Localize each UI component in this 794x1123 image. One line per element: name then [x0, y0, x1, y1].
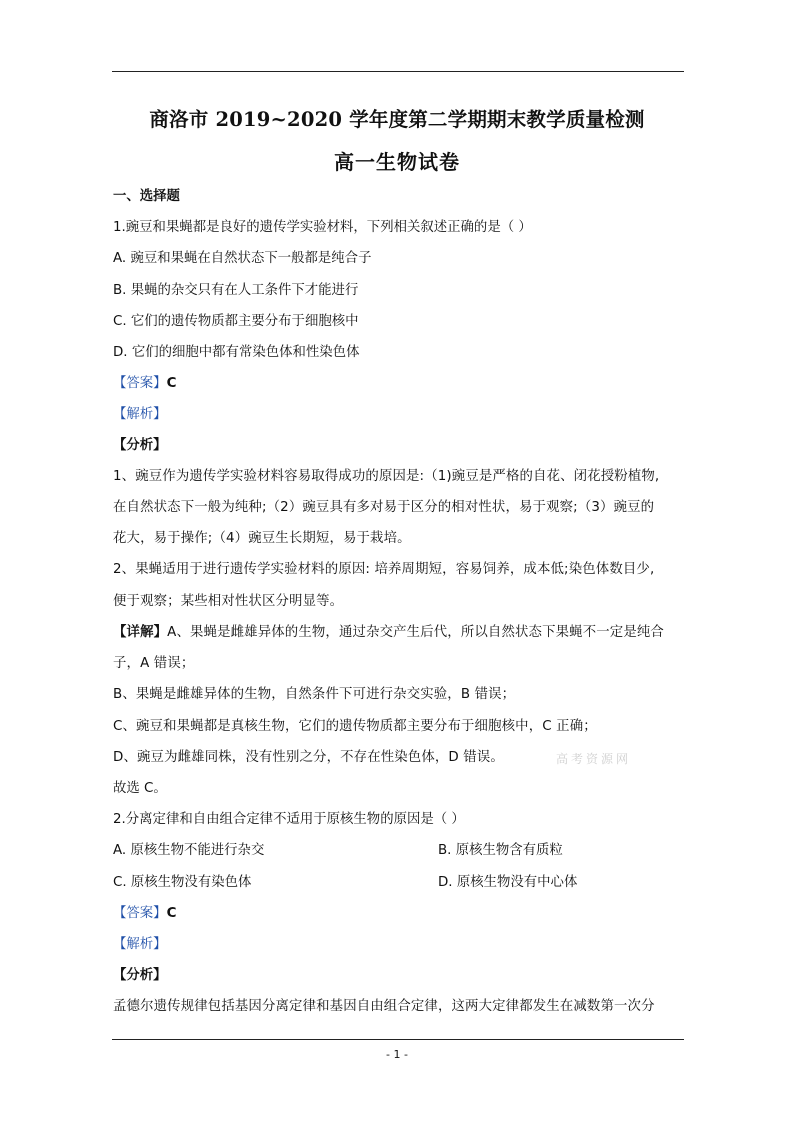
header-rule — [112, 71, 684, 72]
answer-label: 【答案】 — [113, 376, 167, 391]
detail-conclusion: 故选 C。 — [113, 781, 167, 796]
detail-label: 【详解】 — [113, 625, 168, 640]
page-number: - 1 - — [386, 1048, 408, 1061]
detail-line: B、果蝇是雌雄异体的生物，自然条件下可进行杂交实验，B 错误； — [113, 687, 516, 702]
question-1-option-a: A. 豌豆和果蝇在自然状态下一般都是纯合子 — [113, 251, 372, 266]
watermark-text: 高考资源网 — [556, 752, 632, 766]
question-2-stem: 2.分离定律和自由组合定律不适用于原核生物的原因是（ ） — [113, 812, 465, 827]
answer-value: C — [166, 376, 177, 391]
detail-line: C、豌豆和果蝇都是真核生物，它们的遗传物质都主要分布于细胞核中，C 正确； — [113, 719, 597, 734]
detail-text: A、果蝇是雌雄异体的生物，通过杂交产生后代，所以自然状态下果蝇不一定是纯合 — [167, 625, 664, 640]
question-1-answer — [113, 375, 176, 393]
detail-line: D、豌豆为雌雄同株，没有性别之分，不存在性染色体，D 错误。 — [113, 750, 504, 765]
question-2-analysis-label: 【解析】 — [113, 937, 167, 952]
fenxi-line: 在自然状态下一般为纯种;（2）豌豆具有多对易于区分的相对性状，易于观察;（3）豌豆的 — [113, 500, 655, 515]
exam-title: 商洛市 2019~2020 学年度第二学期期末教学质量检测 — [149, 108, 645, 131]
question-2-option-d: D. 原核生物没有中心体 — [438, 875, 578, 890]
section-heading: 一、选择题 — [113, 189, 180, 204]
question-2-fenxi-label: 【分析】 — [113, 968, 167, 983]
question-1-stem: 1.豌豆和果蝇都是良好的遗传学实验材料，下列相关叙述正确的是（ ） — [113, 220, 532, 235]
detail-line — [113, 624, 664, 642]
fenxi-line: 便于观察；某些相对性状区分明显等。 — [113, 594, 344, 609]
question-1-option-b: B. 果蝇的杂交只有在人工条件下才能进行 — [113, 283, 359, 298]
answer-label: 【答案】 — [113, 906, 167, 921]
fenxi-line: 2、果蝇适用于进行遗传学实验材料的原因: 培养周期短，容易饲养，成本低;染色体数目少, — [113, 562, 655, 577]
question-1-analysis-label: 【解析】 — [113, 407, 167, 422]
question-1-option-c: C. 它们的遗传物质都主要分布于细胞核中 — [113, 314, 359, 329]
answer-value: C — [166, 906, 177, 921]
question-1-option-d: D. 它们的细胞中都有常染色体和性染色体 — [113, 345, 360, 360]
question-2-fenxi-line: 孟德尔遗传规律包括基因分离定律和基因自由组合定律，这两大定律都发生在减数第一次分 — [113, 999, 655, 1014]
question-2-answer — [113, 905, 176, 923]
question-2-option-b: B. 原核生物含有质粒 — [438, 843, 563, 858]
exam-subtitle: 高一生物试卷 — [334, 150, 460, 174]
detail-line: 子，A 错误； — [113, 656, 195, 671]
fenxi-line: 花大，易于操作;（4）豌豆生长期短，易于栽培。 — [113, 531, 411, 546]
footer-rule — [112, 1039, 684, 1040]
fenxi-line: 1、豌豆作为遗传学实验材料容易取得成功的原因是:（1)豌豆是严格的自花、闭花授粉植物, — [113, 469, 660, 484]
question-1-fenxi-label: 【分析】 — [113, 438, 167, 453]
question-2-option-a: A. 原核生物不能进行杂交 — [113, 843, 265, 858]
question-2-option-c: C. 原核生物没有染色体 — [113, 875, 252, 890]
